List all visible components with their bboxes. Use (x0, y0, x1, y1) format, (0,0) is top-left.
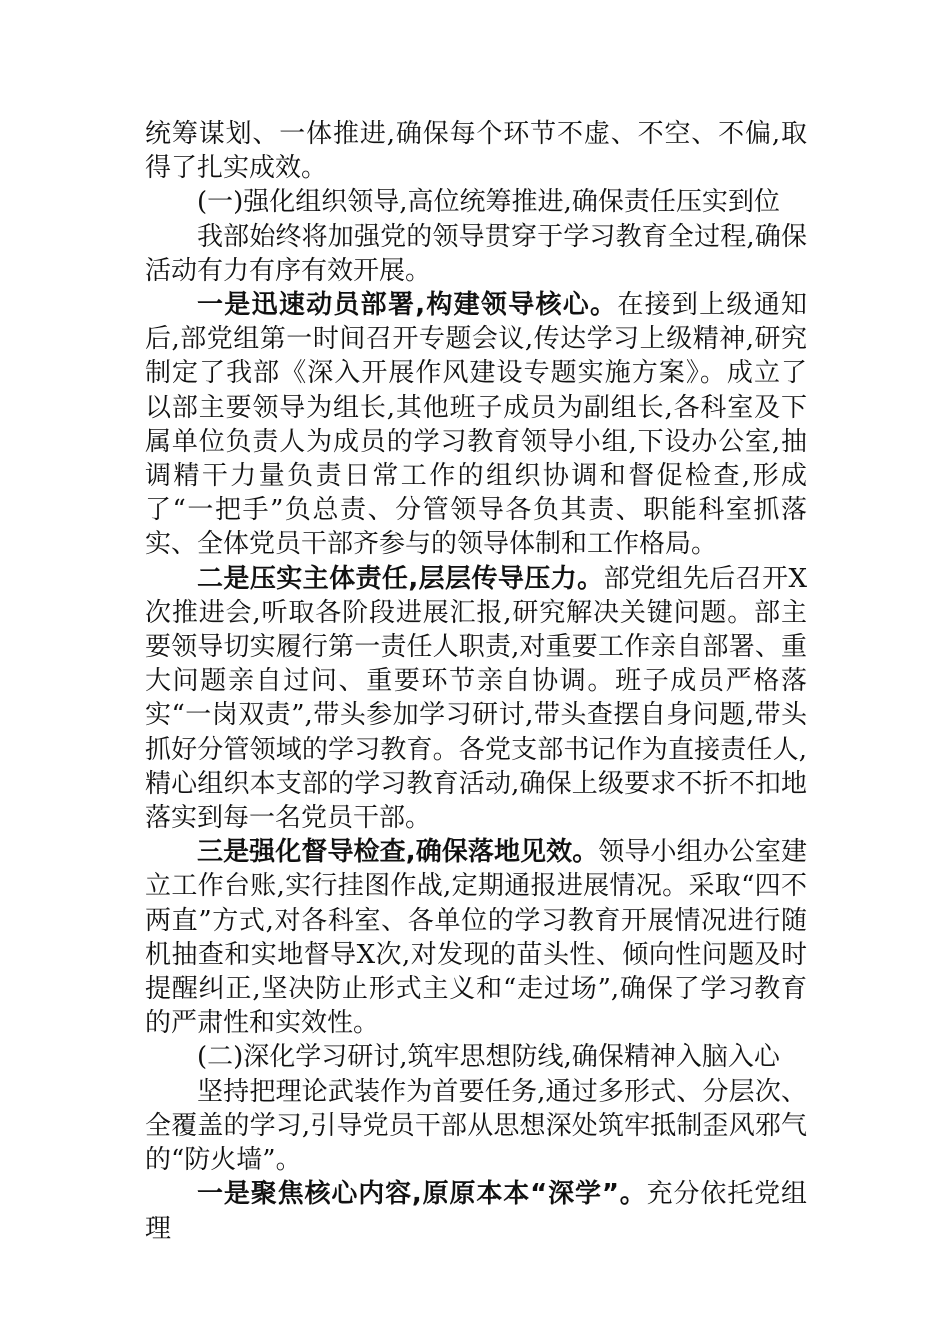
paragraph-section-1-intro (145, 220, 807, 288)
paragraph-point-2 (145, 562, 807, 836)
paragraph-text: 充分依托党组理 (145, 1179, 807, 1244)
paragraph-lead: 一是聚焦核心内容,原原本本“深学”。 (197, 1179, 647, 1210)
paragraph-text: 统筹谋划、一体推进,确保每个环节不虚、不空、不偏,取得了扎实成效。 (145, 119, 807, 184)
section-heading-text: (一)强化组织领导,高位统筹推进,确保责任压实到位 (197, 187, 780, 218)
paragraph-intro (145, 117, 807, 185)
paragraph-text: 坚持把理论武装作为首要任务,通过多形式、分层次、全覆盖的学习,引导党员干部从思想深处筑牢抵制歪风邪气的“防火墙”。 (145, 1076, 807, 1176)
paragraph-text: 在接到上级通知后,部党组第一时间召开专题会议,传达学习上级精神,研究制定了我部《深入开展作风建设专题实施方案》。成立了以部主要领导为组长,其他班子成员为副组长,各科室及下属单位负责人为成员的学习教育领导小组,下设办公室,抽调精干力量负责日常工作的组织协调和督促检查,形成了“一把手”负总责、分管领导各负其责、职能科室抓落实、全体党员干部齐参与的领导体制和工作格局。 (145, 290, 807, 560)
section-heading-text: (二)深化学习研讨,筑牢思想防线,确保精神入脑入心 (197, 1042, 780, 1073)
paragraph-section-2-intro (145, 1075, 807, 1178)
paragraph-point-3 (145, 835, 807, 1040)
paragraph-point-1 (145, 288, 807, 562)
section-heading-2 (145, 1040, 807, 1074)
paragraph-lead: 三是强化督导检查,确保落地见效。 (197, 837, 599, 868)
paragraph-text: 领导小组办公室建立工作台账,实行挂图作战,定期通报进展情况。采取“四不两直”方式,对各科室、各单位的学习教育开展情况进行随机抽查和实地督导X次,对发现的苗头性、倾向性问题及时提醒纠正,坚决防止形式主义和“走过场”,确保了学习教育的严肃性和实效性。 (145, 837, 807, 1039)
paragraph-lead: 二是压实主体责任,层层传导压力。 (197, 563, 604, 594)
document-page (145, 117, 807, 1246)
paragraph-point-4 (145, 1177, 807, 1245)
section-heading-1 (145, 185, 807, 219)
paragraph-text: 部党组先后召开X次推进会,听取各阶段进展汇报,研究解决关键问题。部主要领导切实履行第一责任人职责,对重要工作亲自部署、重大问题亲自过问、重要环节亲自协调。班子成员严格落实“一岗双责”,带头参加学习研讨,带头查摆自身问题,带头抓好分管领域的学习教育。各党支部书记作为直接责任人,精心组织本支部的学习教育活动,确保上级要求不折不扣地落实到每一名党员干部。 (145, 563, 807, 834)
paragraph-text: 我部始终将加强党的领导贯穿于学习教育全过程,确保活动有力有序有效开展。 (145, 221, 807, 286)
paragraph-lead: 一是迅速动员部署,构建领导核心。 (197, 290, 618, 321)
